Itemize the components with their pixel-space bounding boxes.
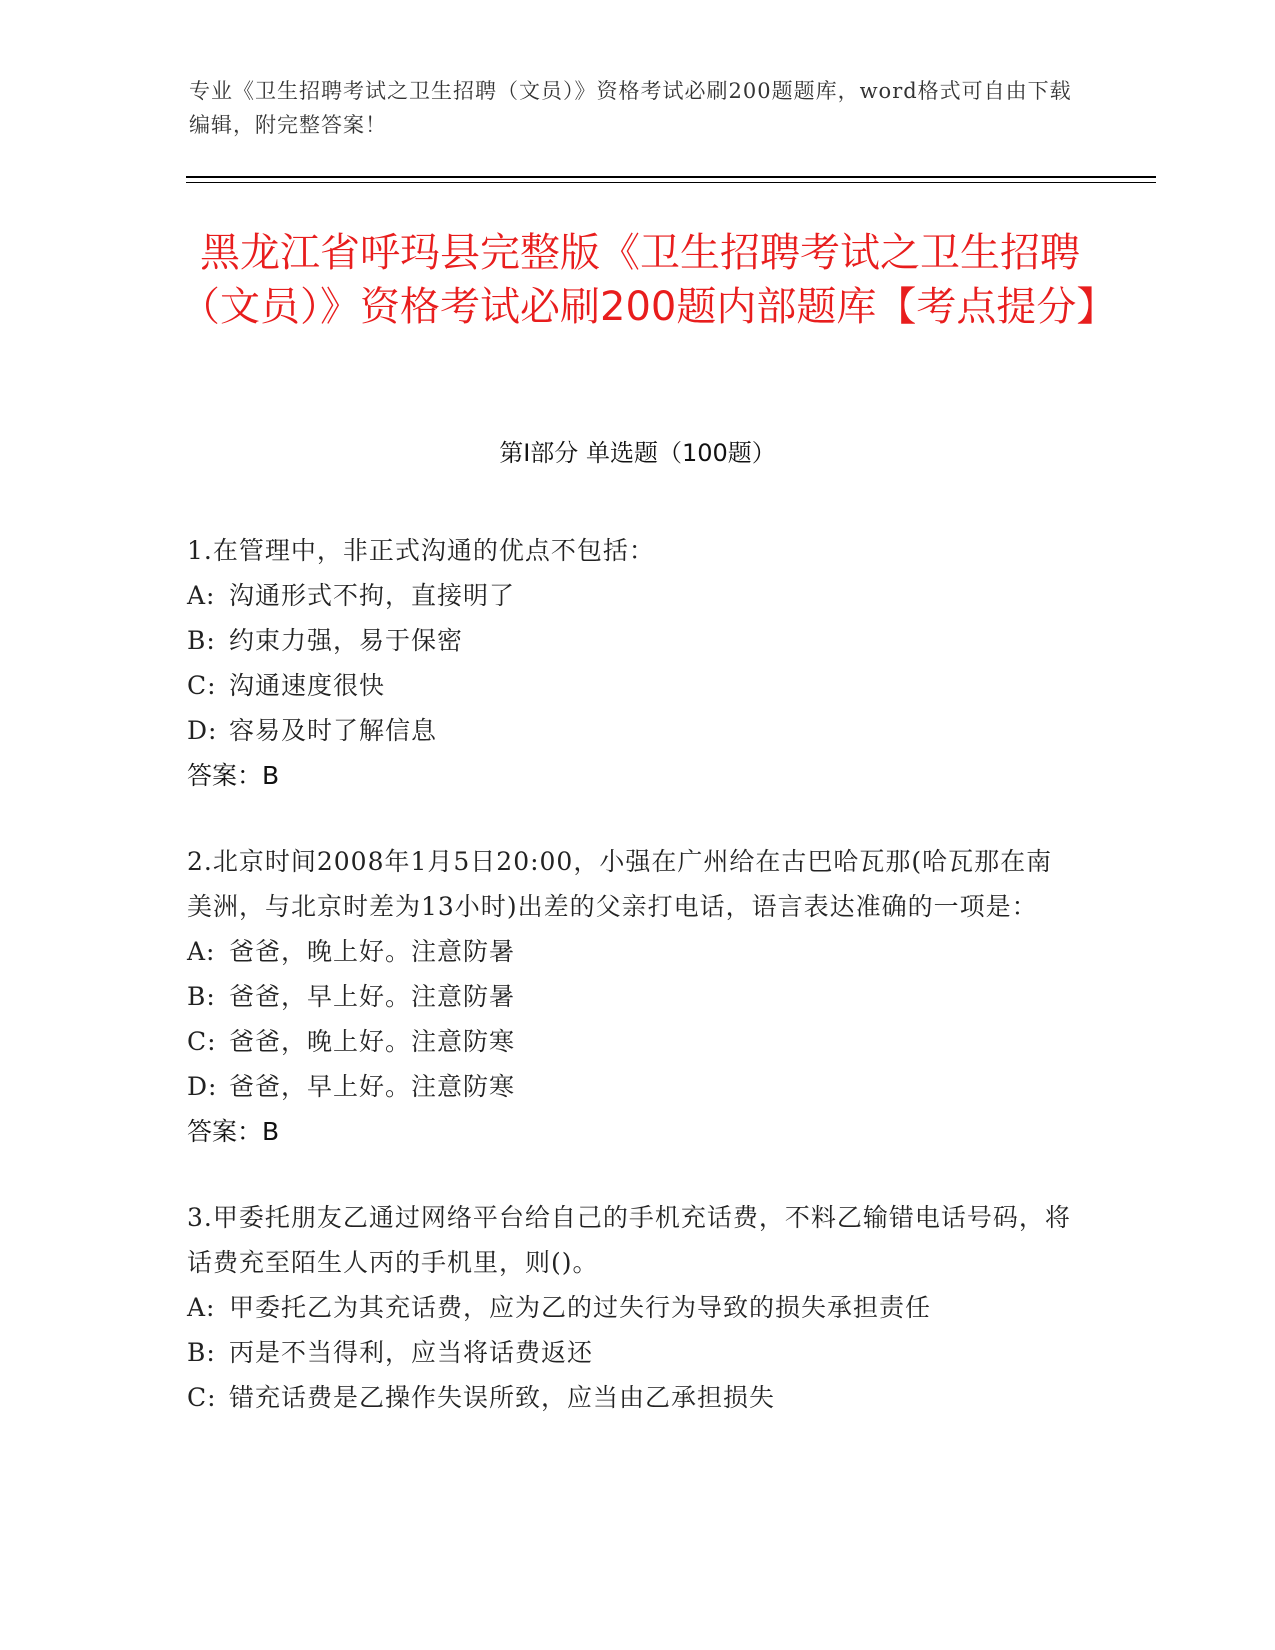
option-d bbox=[187, 708, 1077, 753]
option-key: B: bbox=[187, 626, 216, 655]
option-key: B: bbox=[187, 1338, 216, 1367]
option-text: 约束力强，易于保密 bbox=[229, 626, 464, 655]
option-b bbox=[187, 974, 1077, 1019]
answer: 答案：B bbox=[187, 761, 280, 790]
option-b bbox=[187, 618, 1077, 663]
option-text: 爸爸，晚上好。注意防寒 bbox=[229, 1027, 516, 1056]
header-divider-thin bbox=[186, 182, 1156, 183]
question-3 bbox=[187, 1195, 1077, 1420]
option-key: D: bbox=[187, 716, 218, 745]
question-list bbox=[187, 528, 1077, 1461]
section-title: 第Ⅰ部分 单选题（100题） bbox=[499, 439, 776, 467]
option-key: A: bbox=[187, 1293, 216, 1322]
question-1 bbox=[187, 528, 1077, 798]
option-text: 错充话费是乙操作失误所致，应当由乙承担损失 bbox=[229, 1383, 776, 1412]
option-c bbox=[187, 1375, 1077, 1420]
option-a bbox=[187, 929, 1077, 974]
option-key: D: bbox=[187, 1072, 218, 1101]
option-key: C: bbox=[187, 1027, 217, 1056]
option-a bbox=[187, 1285, 1077, 1330]
option-b bbox=[187, 1330, 1077, 1375]
option-c bbox=[187, 663, 1077, 708]
option-key: A: bbox=[187, 937, 216, 966]
question-stem: 1.在管理中，非正式沟通的优点不包括： bbox=[187, 536, 655, 565]
option-text: 沟通速度很快 bbox=[229, 671, 386, 700]
question-2 bbox=[187, 839, 1077, 1154]
option-a bbox=[187, 573, 1077, 618]
option-c bbox=[187, 1019, 1077, 1064]
option-key: C: bbox=[187, 671, 217, 700]
option-key: C: bbox=[187, 1383, 217, 1412]
question-stem: 2.北京时间2008年1月5日20:00，小强在广州给在古巴哈瓦那(哈瓦那在南美洲，与北京时差为13小时)出差的父亲打电话，语言表达准确的一项是： bbox=[187, 847, 1053, 921]
question-stem: 3.甲委托朋友乙通过网络平台给自己的手机充话费，不料乙输错电话号码，将话费充至陌生人丙的手机里，则()。 bbox=[187, 1203, 1071, 1277]
option-key: B: bbox=[187, 982, 216, 1011]
answer: 答案：B bbox=[187, 1117, 280, 1146]
option-text: 沟通形式不拘，直接明了 bbox=[229, 581, 516, 610]
option-text: 甲委托乙为其充话费，应为乙的过失行为导致的损失承担责任 bbox=[229, 1293, 932, 1322]
document-title: 黑龙江省呼玛县完整版《卫生招聘考试之卫生招聘（文员）》资格考试必刷200题内部题库【考点提分】 bbox=[180, 230, 1117, 330]
header-note: 专业《卫生招聘考试之卫生招聘（文员）》资格考试必刷200题题库，word格式可自由下载编辑，附完整答案！ bbox=[189, 79, 1072, 137]
option-d bbox=[187, 1064, 1077, 1109]
option-text: 丙是不当得利，应当将话费返还 bbox=[229, 1338, 594, 1367]
option-text: 爸爸，晚上好。注意防暑 bbox=[229, 937, 516, 966]
option-text: 爸爸，早上好。注意防暑 bbox=[229, 982, 516, 1011]
option-key: A: bbox=[187, 581, 216, 610]
option-text: 容易及时了解信息 bbox=[229, 716, 438, 745]
header-divider-thick bbox=[186, 176, 1156, 178]
option-text: 爸爸，早上好。注意防寒 bbox=[229, 1072, 516, 1101]
